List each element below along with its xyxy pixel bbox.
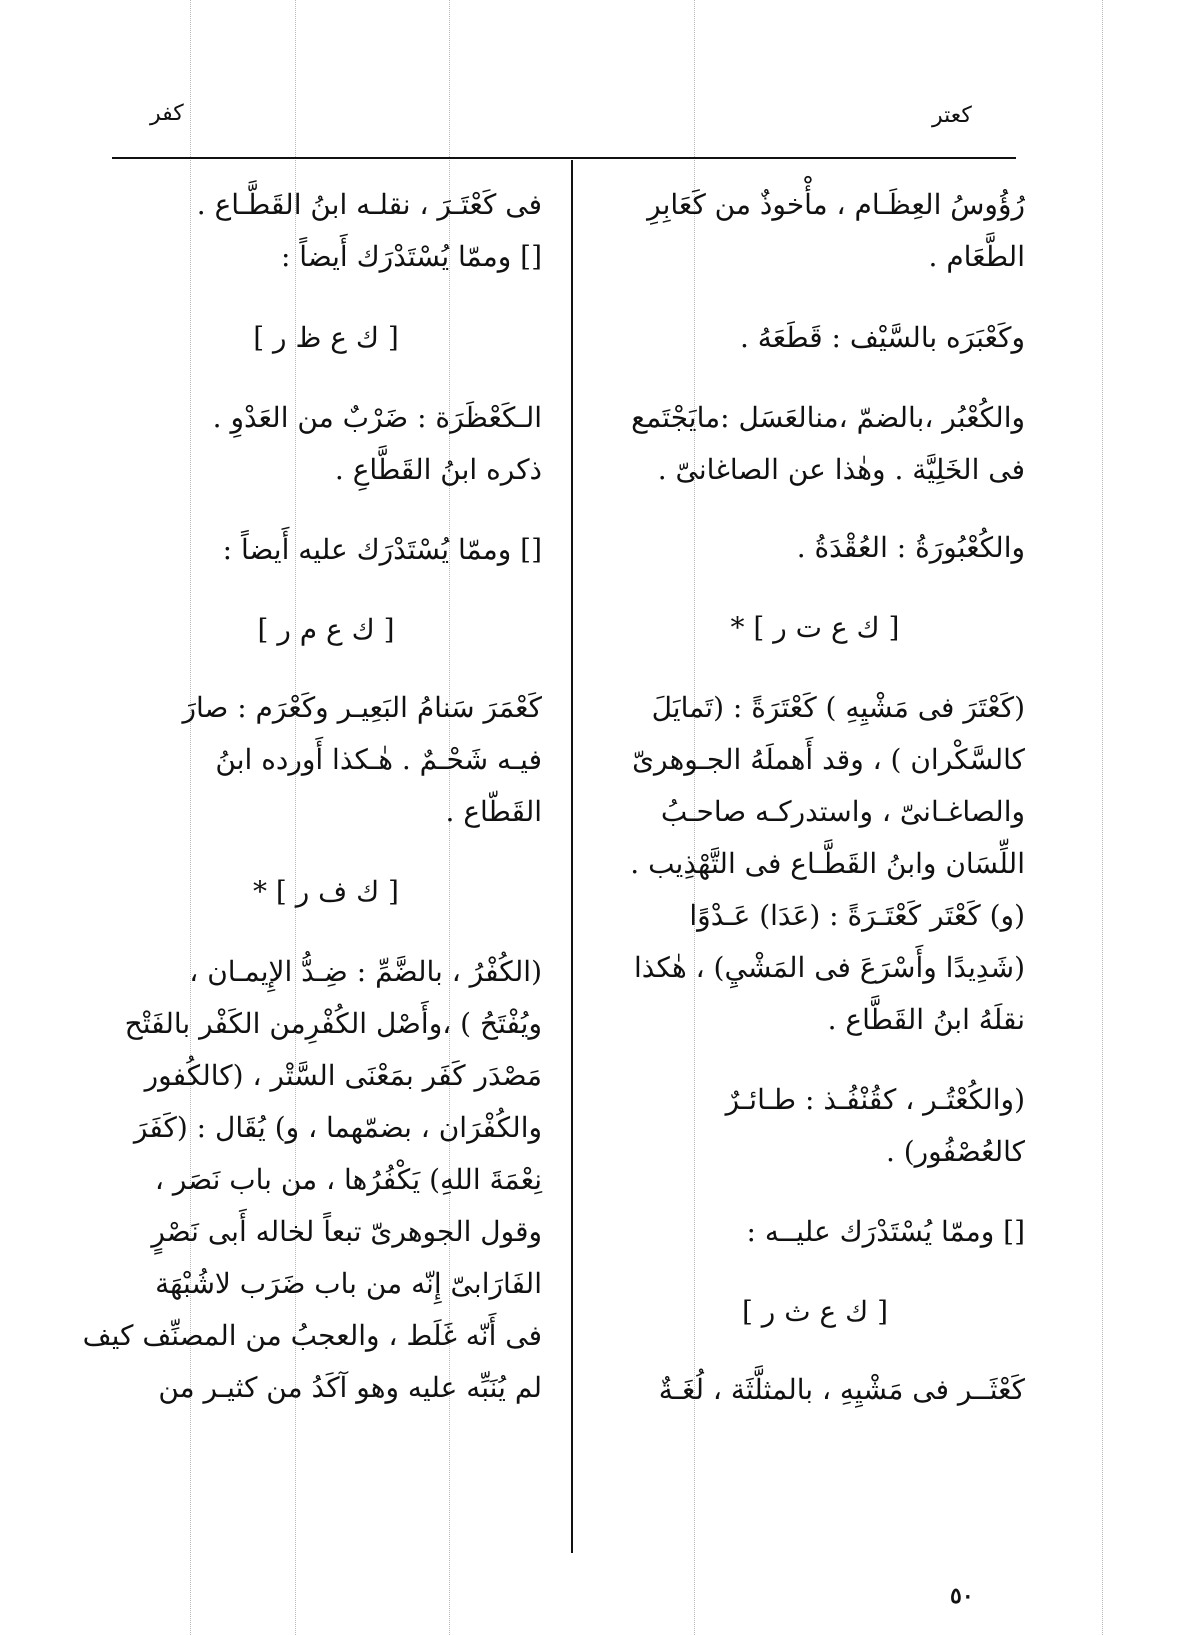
page-number: ٥٠ <box>950 1583 974 1609</box>
text-line: وكَعْبَرَه بالسَّيْف : قَطَعَهُ . <box>739 321 1025 354</box>
running-header-left: كفر <box>150 101 184 126</box>
text-line: فى كَعْتَـرَ ، نقلـه ابنُ القَطَّـاع . <box>196 188 542 221</box>
text-line: وقول الجوهرىّ تبعاً لخاله أَبى نَصْرٍ <box>151 1215 542 1248</box>
text-line: (الكُفْرُ ، بالضَّمِّ : ضِـدُّ الإِيمـان ، <box>189 955 542 988</box>
text-line: الفَارَابىّ إِنّه من باب ضَرَب لاشُبْهَة <box>155 1267 542 1300</box>
entry-heading: [ ك ع ث ر ] <box>741 1295 888 1328</box>
text-line: القَطّاع . <box>445 795 542 828</box>
text-line: اللِّسَان وابنُ القَطَّـاع فى التَّهْذِيب . <box>630 847 1025 880</box>
header-rule <box>112 157 1016 159</box>
running-header-right: كعتر <box>932 103 972 128</box>
text-line: [] وممّا يُسْتَدْرَك أَيضاً : <box>280 240 542 273</box>
entry-heading: [ ك ع م ر ] <box>257 613 395 646</box>
text-line: كالسَّكْران ) ، وقد أَهملَهُ الجـوهرىّ <box>632 743 1025 776</box>
text-line: والكُفْرَان ، بضمّهما ، و) يُقَال : (كَفَرَ <box>133 1111 542 1144</box>
text-line: لم يُنَبِّه عليه وهو آكَدُ من كثيـر من <box>158 1371 542 1404</box>
text-line: [] وممّا يُسْتَدْرَك عليه أَيضاً : <box>222 533 542 566</box>
scan-dotted-guide <box>1102 0 1103 1635</box>
text-line: كَعْمَرَ سَنامُ البَعِيـر وكَعْرَم : صارَ <box>182 691 542 724</box>
text-line: الطَّعَام . <box>928 240 1025 273</box>
text-line: رُؤُوسُ العِظَـام ، مأْخوذٌ من كَعَابِرِ <box>647 188 1025 221</box>
text-line: الـكَعْظَرَة : ضَرْبٌ من العَدْوِ . <box>212 401 542 434</box>
text-line: نقلَهُ ابنُ القَطَّاع . <box>827 1003 1025 1036</box>
text-line: ذكره ابنُ القَطَّاعِ . <box>334 453 542 486</box>
entry-heading: [ ك ع ت ر ] * <box>730 611 900 644</box>
text-line: فى الخَلِيَّة . وهٰذا عن الصاغانىّ . <box>657 453 1025 486</box>
entry-heading: [ ك ف ر ] * <box>253 875 399 908</box>
text-line: نِعْمَةَ اللهِ) يَكْفُرُها ، من باب نَصَر ، <box>154 1163 542 1196</box>
text-line: (و) كَعْتَر كَعْتَـرَةً : (عَدَا) عَـدْوًا <box>689 899 1025 932</box>
text-line: مَصْدَر كَفَر بمَعْنَى السَّتْر ، (كالكُفور <box>144 1059 542 1092</box>
text-line: كالعُصْفُور) . <box>885 1135 1025 1168</box>
text-line: والكُعْبُر ،بالضمّ ،منالعَسَل :مايَجْتَمع <box>631 401 1025 434</box>
text-line: والصاغـانىّ ، واستدركـه صاحـبُ <box>660 795 1025 828</box>
text-line: (والكُعْتُـر ، كقُنْفُـذ : طـائـرٌ <box>725 1083 1025 1116</box>
column-divider <box>571 160 573 1553</box>
text-line: ويُفْتَحُ ) ،وأَصْل الكُفْرِمن الكَفْر بالفَتْح <box>124 1007 542 1040</box>
text-line: (شَدِيدًا وأَسْرَعَ فى المَشْيِ) ، هٰكذا <box>634 951 1025 984</box>
text-line: كَعْثَــر فى مَشْيِهِ ، بالمثلَّثَة ، لُغَـةٌ <box>658 1373 1025 1406</box>
text-line: والكُعْبُورَةُ : العُقْدَةُ . <box>796 531 1025 564</box>
text-line: [] وممّا يُسْتَدْرَك عليــه : <box>746 1215 1025 1248</box>
text-line: (كَعْتَرَ فى مَشْيِهِ ) كَعْتَرَةً : (تَمايَلَ <box>651 691 1025 724</box>
text-line: فى أَنّه غَلَط ، والعجبُ من المصنِّف كيف <box>82 1319 542 1352</box>
text-line: فيـه شَحْـمٌ . هٰـكذا أَورده ابنُ <box>215 743 542 776</box>
entry-heading: [ ك ع ظ ر ] <box>253 321 399 354</box>
